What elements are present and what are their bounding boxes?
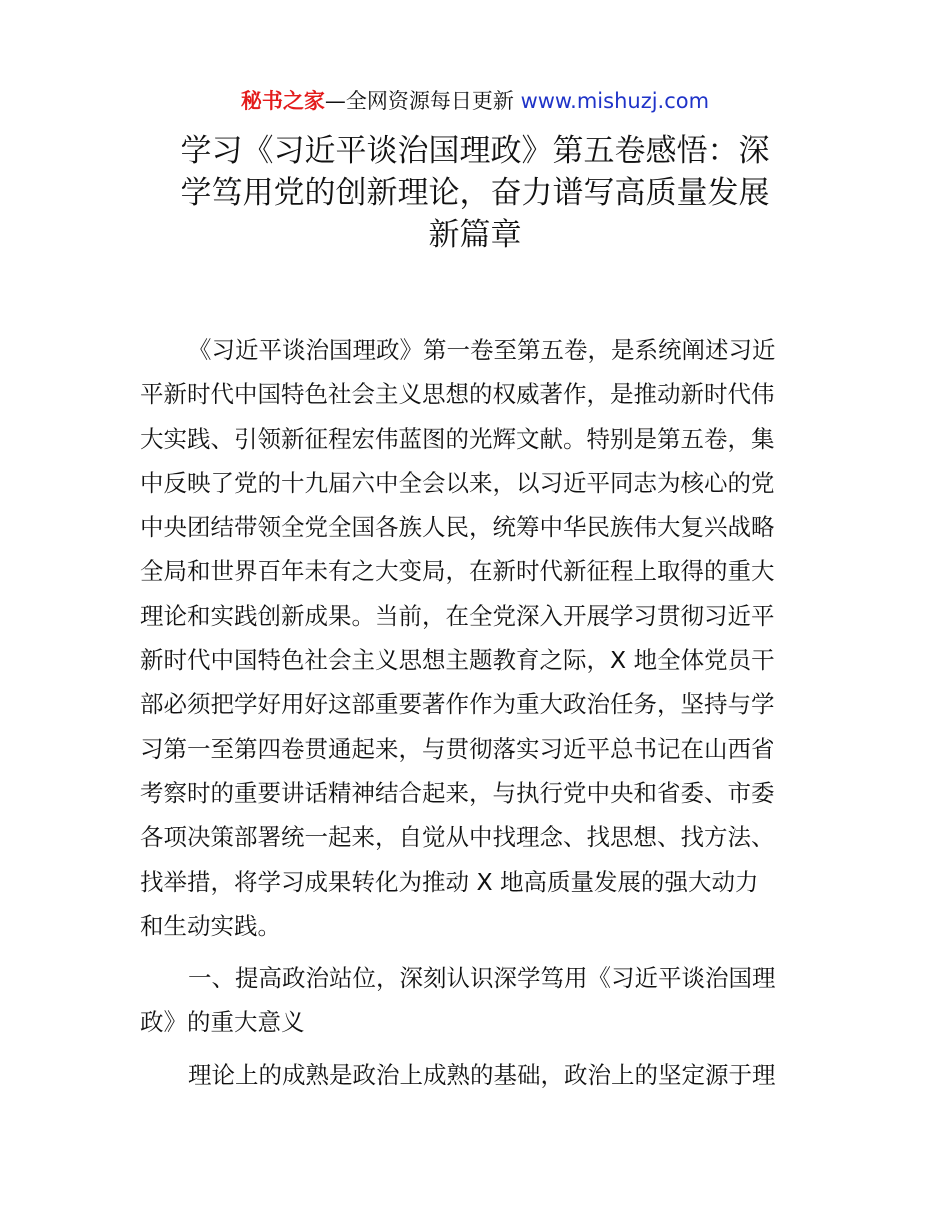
intro-paragraph	[140, 328, 820, 948]
site-url[interactable]: www.mishuzj.com	[520, 89, 710, 113]
paragraph-gap	[140, 948, 820, 956]
brand-name: 秘书之家	[240, 89, 325, 113]
paragraph-line: 找举措，将学习成果转化为推动 X 地高质量发展的强大动力	[140, 867, 759, 896]
paragraph-line: 中反映了党的十九届六中全会以来，以习近平同志为核心的党	[140, 468, 775, 497]
paragraph-gap	[140, 1045, 820, 1053]
paragraph-line: 和生动实践。	[140, 911, 281, 940]
paragraph-line: 大实践、引领新征程宏伟蓝图的光辉文献。特别是第五卷，集	[140, 424, 775, 453]
paragraph-line: 平新时代中国特色社会主义思想的权威著作，是推动新时代伟	[140, 380, 775, 409]
paragraph-line: 中央团结带领全党全国各族人民，统筹中华民族伟大复兴战略	[140, 513, 775, 542]
body-paragraph	[140, 1053, 820, 1097]
site-header	[0, 86, 950, 116]
heading-line: 一、提高政治站位，深刻认识深学笃用《习近平谈治国理	[188, 964, 776, 993]
paragraph-line: 部必须把学好用好这部重要著作作为重大政治任务，坚持与学	[140, 690, 775, 719]
paragraph-line: 新时代中国特色社会主义思想主题教育之际，X 地全体党员干	[140, 646, 775, 675]
paragraph-line: 《习近平谈治国理政》第一卷至第五卷，是系统阐述习近	[188, 336, 776, 364]
document-body	[140, 328, 820, 1097]
paragraph-line: 各项决策部署统一起来，自觉从中找理念、找思想、找方法、	[140, 823, 775, 852]
paragraph-line: 理论和实践创新成果。当前，在全党深入开展学习贯彻习近平	[140, 601, 775, 630]
paragraph-line: 理论上的成熟是政治上成熟的基础，政治上的坚定源于理	[188, 1060, 776, 1089]
paragraph-line: 习第一至第四卷贯通起来，与贯彻落实习近平总书记在山西省	[140, 734, 775, 763]
header-tagline: —全网资源每日更新	[324, 89, 521, 113]
title-line: 新篇章	[428, 217, 522, 253]
paragraph-line: 全局和世界百年未有之大变局，在新时代新征程上取得的重大	[140, 557, 775, 586]
title-line: 学习《习近平谈治国理政》第五卷感悟：深	[180, 133, 770, 169]
heading-line: 政》的重大意义	[140, 1008, 305, 1037]
section-heading	[140, 956, 820, 1045]
document-title	[120, 130, 830, 256]
title-line: 学笃用党的创新理论，奋力谱写高质量发展	[180, 175, 770, 211]
paragraph-line: 考察时的重要讲话精神结合起来，与执行党中央和省委、市委	[140, 778, 775, 807]
